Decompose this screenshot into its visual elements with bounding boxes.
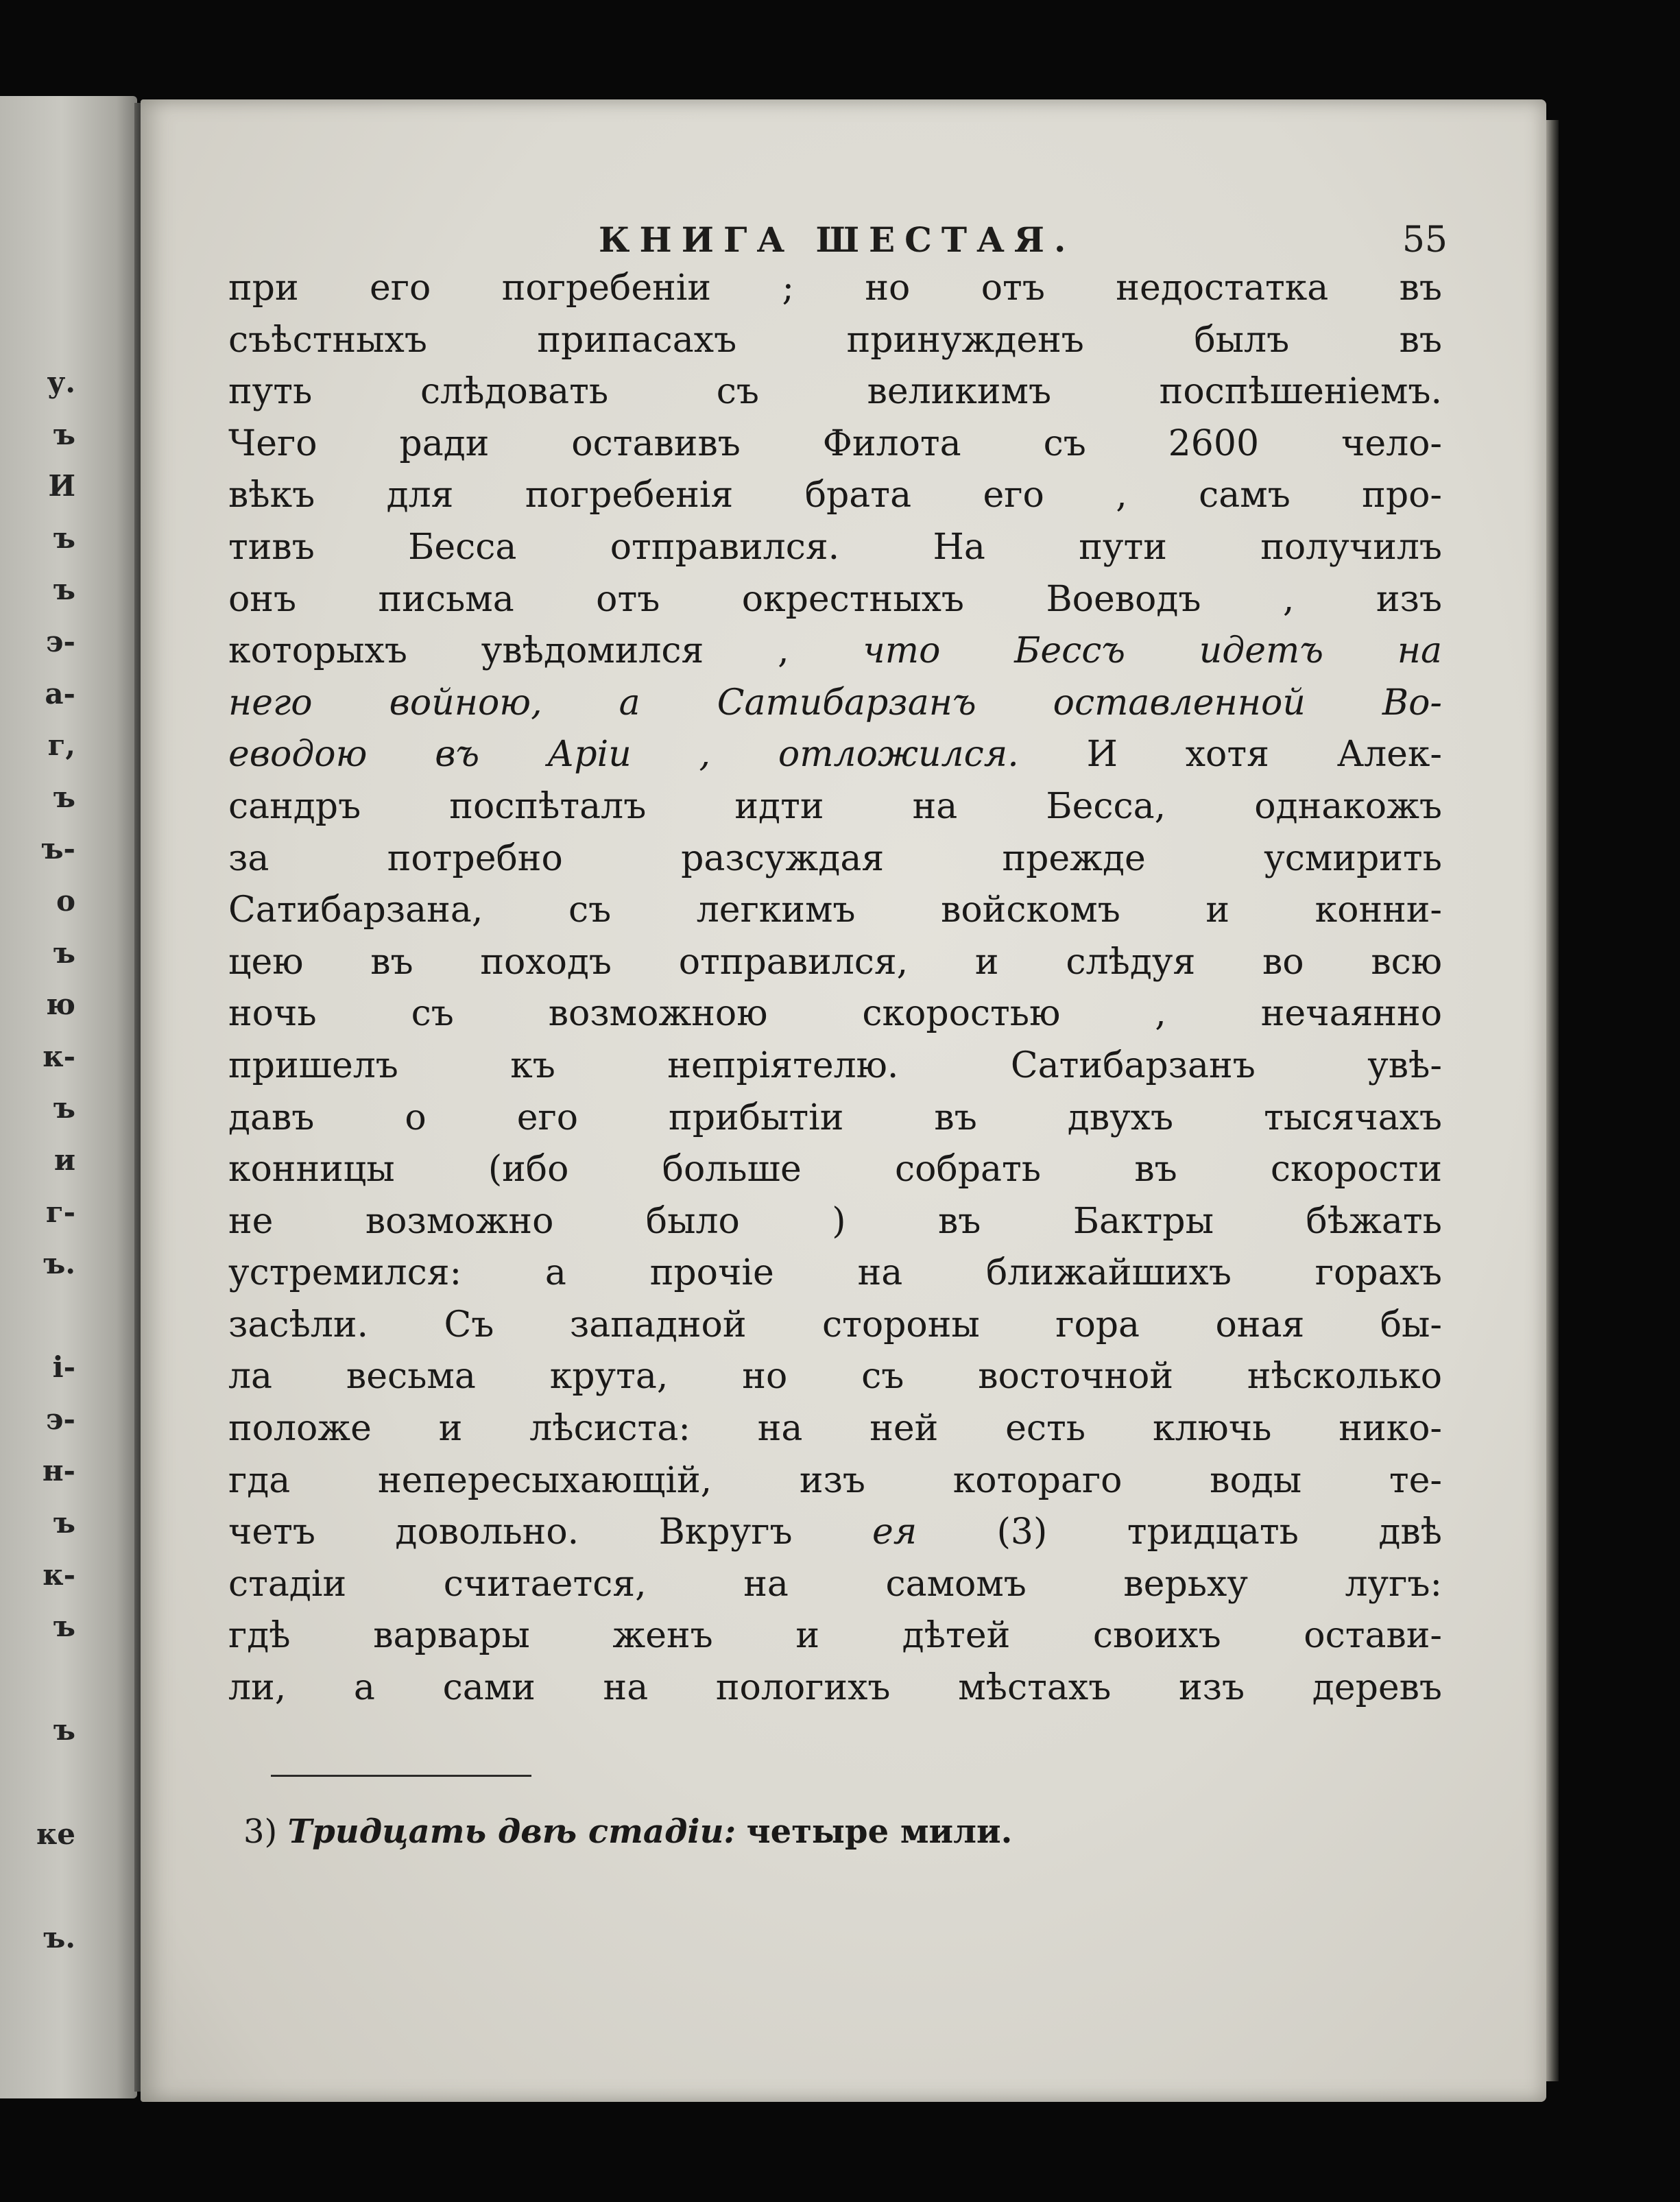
left-edge-fragment: і- — [52, 1350, 75, 1385]
text-line: ли, а сами на пологихъ мѣстахъ изъ деревъ — [228, 1667, 1442, 1709]
text-line: конницы (ибо больше собрать въ скорости — [228, 1149, 1442, 1190]
text-line: вѣкъ для погребенія брата его , самъ про- — [228, 475, 1442, 516]
left-edge-fragment: г- — [45, 1195, 75, 1229]
left-edge-fragment: и — [53, 1142, 75, 1177]
page-number: 55 — [1402, 219, 1448, 261]
text-line: не возможно было ) въ Бактры бѣжать — [228, 1200, 1442, 1242]
left-edge-fragment: э- — [45, 1402, 75, 1436]
text-line: гдѣ варвары женъ и дѣтей своихъ остави- — [228, 1615, 1442, 1657]
left-edge-fragment: ке — [36, 1817, 75, 1851]
page-edge — [1546, 120, 1559, 2081]
left-edge-fragment: г, — [47, 728, 75, 763]
footnote-term: Тридцать двѣ стадіи: — [287, 1812, 736, 1851]
text-line: за потребно разсуждая прежде усмирить — [228, 837, 1442, 879]
text-segment: И хотя Алек- — [1086, 734, 1443, 776]
text-line: ночь съ возможною скоростью , нечаянно — [228, 993, 1442, 1035]
text-line: ла весьма крута, но съ восточной нѣсколько — [228, 1356, 1442, 1398]
footnote-marker: 3) — [243, 1812, 278, 1851]
left-edge-fragment: ъ — [53, 1713, 75, 1747]
text-line: устремился: а прочіе на ближайшихъ горахъ — [228, 1252, 1442, 1294]
left-edge-fragment: э- — [45, 624, 75, 658]
left-edge-fragment: ъ — [53, 780, 75, 814]
text-line: тивъ Бесса отправился. На пути получилъ — [228, 526, 1442, 568]
left-edge-fragment: ъ — [53, 573, 75, 607]
text-line: путь слѣдовать съ великимъ поспѣшеніемъ. — [228, 371, 1442, 413]
text-line: Чего ради оставивъ Филота съ 2600 чело- — [228, 422, 1442, 464]
text-line: стадіи считается, на самомъ верьху лугъ: — [228, 1563, 1442, 1605]
left-edge-fragment: ю — [45, 988, 75, 1022]
text-line: при его погребеніи ; но отъ недостатка въ — [228, 267, 1442, 309]
left-edge-fragment: а- — [45, 676, 75, 710]
left-edge-fragment: ъ — [53, 1609, 75, 1644]
left-page — [0, 96, 137, 2098]
body-text — [228, 263, 1442, 1714]
text-line: сандръ поспѣталъ идти на Бесса, однакожъ — [228, 785, 1442, 827]
text-line: засѣли. Съ западной стороны гора оная бы- — [228, 1304, 1442, 1345]
text-segment: которыхъ увѣдомился , — [228, 630, 789, 672]
left-edge-fragment: ъ — [53, 1506, 75, 1540]
text-line: цею въ походъ отправился, и слѣдуя во всю — [228, 941, 1442, 983]
text-segment: четъ довольно. Вкругъ — [228, 1511, 793, 1553]
text-line: давъ о его прибытіи въ двухъ тысячахъ — [228, 1097, 1442, 1138]
footnote-definition: четыре мили. — [746, 1812, 1013, 1851]
left-edge-fragment: ъ — [53, 935, 75, 970]
left-edge-fragment: к- — [43, 1557, 75, 1592]
text-segment: (3) тридцать двѣ — [996, 1511, 1443, 1553]
text-line — [228, 625, 1442, 678]
text-line: пришелъ къ непріятелю. Сатибарзанъ увѣ- — [228, 1044, 1442, 1086]
text-line: него войною, а Сатибарзанъ оставленной Во- — [228, 682, 1442, 723]
left-edge-fragment: И — [48, 469, 75, 503]
text-line: гда непересыхающій, изъ котораго воды те- — [228, 1459, 1442, 1501]
running-title: КНИГА ШЕСТАЯ. — [599, 219, 1076, 260]
left-edge-fragment: к- — [43, 1039, 75, 1073]
text-line: Сатибарзана, съ легкимъ войскомъ и конни- — [228, 889, 1442, 931]
footnote-rule — [271, 1775, 531, 1777]
left-page-edge-text — [0, 357, 75, 1963]
left-edge-fragment: ъ. — [43, 1247, 75, 1281]
left-edge-fragment — [0, 1653, 75, 1705]
left-edge-fragment: ъ — [53, 520, 75, 555]
left-edge-fragment — [0, 1860, 75, 1912]
left-edge-fragment: ъ — [53, 1091, 75, 1125]
left-edge-fragment: ъ — [53, 417, 75, 451]
text-line: положе и лѣсиста: на ней есть ключь нико- — [228, 1408, 1442, 1450]
text-line: онъ письма отъ окрестныхъ Воеводъ , изъ — [228, 578, 1442, 620]
left-edge-fragment: у. — [47, 366, 75, 399]
left-edge-fragment: ъ- — [41, 832, 75, 866]
left-edge-fragment — [0, 1290, 75, 1342]
text-line: съѣстныхъ припасахъ принужденъ былъ въ — [228, 319, 1442, 361]
left-edge-fragment: н- — [42, 1454, 75, 1488]
left-edge-fragment: ъ. — [43, 1920, 75, 1954]
italic-quote: еводою въ Аріи , отложился. — [228, 734, 1019, 776]
right-page — [141, 99, 1546, 2102]
left-edge-fragment — [0, 1756, 75, 1808]
footnote — [243, 1812, 1341, 1851]
text-line — [228, 729, 1442, 781]
text-line — [228, 1507, 1442, 1559]
italic-quote: что Бессъ идетъ на — [863, 630, 1442, 672]
italic-word: ея — [872, 1511, 917, 1553]
left-edge-fragment: о — [56, 883, 75, 918]
